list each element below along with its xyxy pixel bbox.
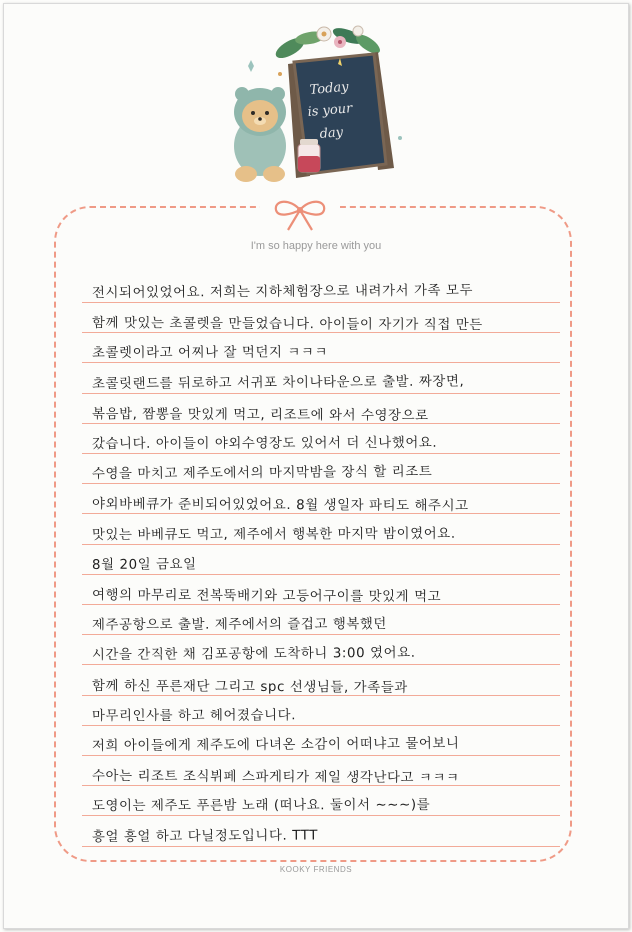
letter-body: [82, 262, 560, 854]
ruled-line: [82, 634, 560, 635]
ruled-line: [82, 544, 560, 545]
handwritten-line: 저희 아이들에게 제주도에 다녀온 소감이 어떠냐고 물어보니: [91, 736, 460, 754]
brand-footer: KOOKY FRIENDS: [279, 865, 353, 874]
handwritten-line: 초콜렛이라고 어찌나 잘 먹던지 ㅋㅋㅋ: [91, 345, 328, 362]
handwritten-line: 함께 맛있는 초콜렛을 만들었습니다. 아이들이 자기가 직접 만든: [92, 316, 483, 334]
handwritten-line: 시간을 간직한 채 김포공항에 도착하니 3:00 였어요.: [91, 646, 416, 664]
handwritten-line: 흥얼 흥얼 하고 다닐정도입니다. TTT: [91, 828, 319, 845]
ruled-line: [82, 362, 560, 363]
ribbon-bow-icon: [268, 196, 332, 232]
handwritten-line: 함께 하신 푸른재단 그리고 spc 선생님들, 가족들과: [92, 678, 408, 696]
ruled-line: [82, 574, 560, 575]
handwritten-line: 전시되어있었어요. 저희는 지하체험장으로 내려가서 가족 모두: [91, 283, 474, 301]
handwritten-line: 마무리인사를 하고 헤어졌습니다.: [91, 708, 297, 724]
jar-icon: [298, 139, 320, 172]
bear-sign-illustration: [228, 18, 418, 190]
handwritten-line: 제주공항으로 출발. 제주에서의 즐겁고 행복했던: [91, 617, 387, 634]
ruled-line: [82, 453, 560, 454]
sign-text-line-3: day: [319, 125, 344, 142]
handwritten-line: 야외바베큐가 준비되어있었어요. 8월 생일자 파티도 해주시고: [92, 497, 469, 515]
handwritten-line: 맛있는 바베큐도 먹고, 제주에서 행복한 마지막 밤이였어요.: [91, 526, 456, 543]
sparkle-icon: [248, 60, 254, 72]
ruled-line: [82, 332, 560, 333]
ruled-line: [82, 785, 560, 786]
ruled-line: [82, 846, 560, 847]
handwritten-line: 초콜릿랜드를 뒤로하고 서귀포 차이나타운으로 출발. 짜장면,: [91, 373, 465, 392]
ruled-line: [82, 393, 560, 394]
ruled-line: [82, 755, 560, 756]
handwritten-line: 수아는 리조트 조식뷔페 스파게티가 제일 생각난다고 ㅋㅋㅋ: [92, 769, 460, 787]
ruled-line: [82, 725, 560, 726]
ruled-line: [82, 302, 560, 303]
handwritten-line: 갔습니다. 아이들이 야외수영장도 있어서 더 신나했어요.: [91, 435, 438, 452]
handwritten-line: 볶음밥, 짬뽕을 맛있게 먹고, 리조트에 와서 수영장으로: [92, 406, 429, 424]
handwritten-line: 여행의 마무리로 전복뚝배기와 고등어구이를 맛있게 먹고: [92, 588, 442, 605]
handwritten-line: 도영이는 제주도 푸른밤 노래 (떠나요. 둘이서 ~~~)를: [91, 798, 431, 815]
ruled-line: [82, 815, 560, 816]
sign-text-line-2: is your: [307, 101, 353, 120]
tagline: I'm so happy here with you: [250, 240, 382, 252]
ruled-line: [82, 664, 560, 665]
handwritten-line: 8월 20일 금요일: [91, 557, 197, 573]
ruled-line: [82, 483, 560, 484]
sign-text-line-1: Today: [309, 79, 350, 98]
handwritten-line: 수영을 마치고 제주도에서의 마지막밤을 장식 할 리조트: [91, 464, 433, 483]
ruled-line: [82, 513, 560, 514]
bear-icon: [234, 87, 286, 182]
